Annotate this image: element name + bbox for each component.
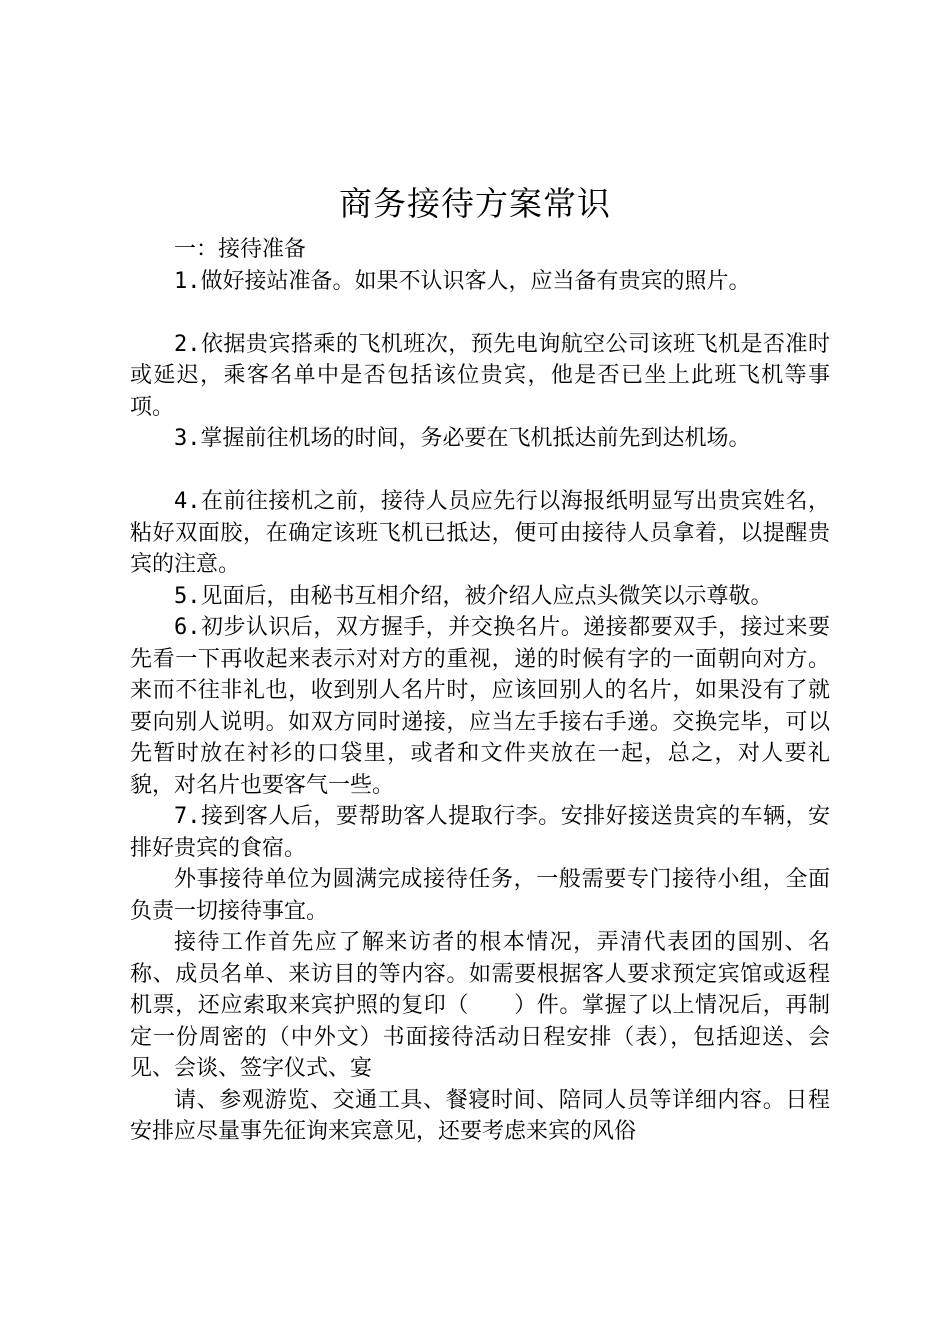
paragraph-1: 1.做好接站准备。如果不认识客人，应当备有贵宾的照片。 (174, 268, 751, 294)
paragraph-10: 请、参观游览、交通工具、餐寝时间、陪同人员等详细内容。日程安排应尽量事先征询来宾意见，还要考虑来宾的风俗 (130, 1087, 830, 1144)
paragraph-5: 5.见面后，由秘书互相介绍，被介绍人应点头微笑以示尊敬。 (174, 583, 773, 609)
section-heading: 一：接待准备 (174, 237, 307, 262)
paragraph-8: 外事接待单位为圆满完成接待任务，一般需要专门接待小组，全面负责一切接待事宜。 (130, 867, 830, 924)
paragraph-4: 4.在前往接机之前，接待人员应先行以海报纸明显写出贵宾姓名，粘好双面胶，在确定该班飞机已抵达，便可由接待人员拿着，以提醒贵宾的注意。 (130, 489, 830, 577)
document-body (130, 234, 830, 1148)
paragraph-9: 接待工作首先应了解来访者的根本情况，弄清代表团的国别、名称、成员名单、来访目的等内容。如需要根据客人要求预定宾馆或返程机票，还应索取来宾护照的复印（ ）件。掌握了以上情况后，再制定一份周密的（中外文）书面接待活动日程安排（表），包括迎送、会见、会谈、签字仪式、宴 (130, 930, 830, 1081)
document-title: 商务接待方案常识 (339, 184, 611, 223)
paragraph-6: 6.初步认识后，双方握手，并交换名片。递接都要双手，接过来要先看一下再收起来表示对对方的重视，递的时候有字的一面朝向对方。来而不往非礼也，收到别人名片时，应该回别人的名片，如果没有了就要向别人说明。如双方同时递接，应当左手接右手递。交换完毕，可以先暂时放在衬衫的口袋里，或者和文件夹放在一起，总之，对人要礼貌，对名片也要客气一些。 (130, 615, 830, 798)
paragraph-3: 3.掌握前往机场的时间，务必要在飞机抵达前先到达机场。 (174, 426, 751, 451)
paragraph-2: 2.依据贵宾搭乘的飞机班次，预先电询航空公司该班飞机是否准时或延迟，乘客名单中是否包括该位贵宾，他是否已坐上此班飞机等事项。 (130, 331, 830, 420)
paragraph-7: 7.接到客人后，要帮助客人提取行李。安排好接送贵宾的车辆，安排好贵宾的食宿。 (130, 804, 830, 861)
